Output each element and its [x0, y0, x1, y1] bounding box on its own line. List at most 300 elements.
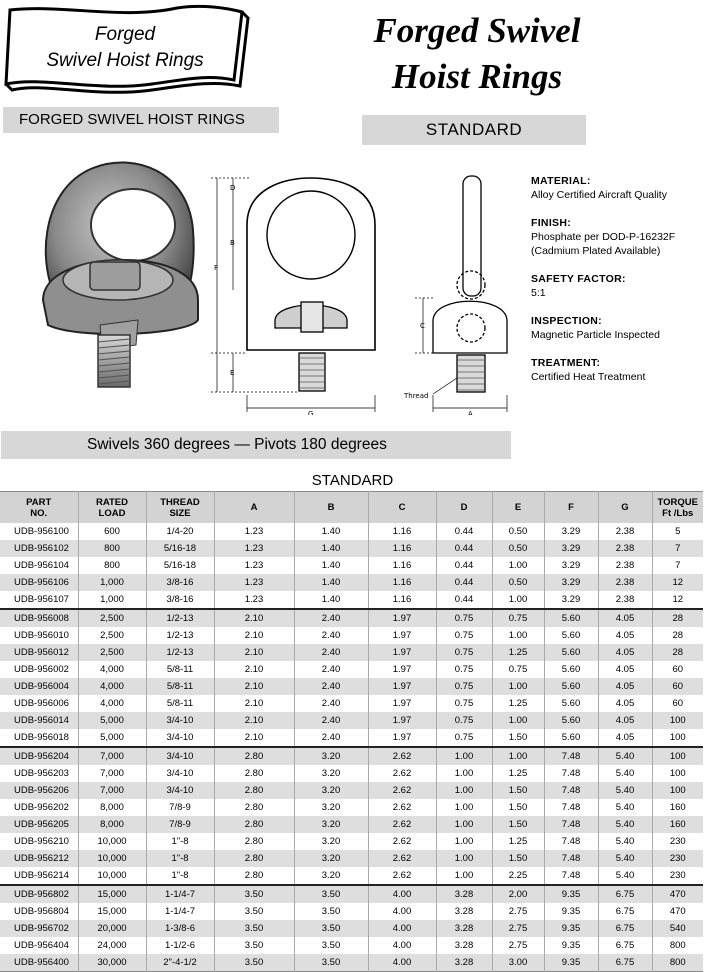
- table-cell: 2.75: [492, 920, 544, 937]
- table-cell: 8,000: [78, 799, 146, 816]
- table-row: [0, 678, 703, 695]
- table-cell: 6.75: [598, 954, 652, 972]
- table-cell: 3.29: [544, 591, 598, 609]
- table-cell: 100: [652, 712, 703, 729]
- table-cell: 3.29: [544, 540, 598, 557]
- table-cell: 0.44: [436, 557, 492, 574]
- table-cell: 1.97: [368, 678, 436, 695]
- table-cell: 1.00: [436, 833, 492, 850]
- dim-label-thread: Thread: [404, 392, 429, 400]
- table-row: [0, 557, 703, 574]
- part-number-cell: UDB-956804: [14, 906, 69, 917]
- table-cell: 4.05: [598, 729, 652, 747]
- table-cell: 5.40: [598, 867, 652, 885]
- column-header-line: C: [398, 502, 406, 513]
- table-cell: 4.00: [368, 954, 436, 972]
- table-cell: 5.40: [598, 747, 652, 765]
- table-cell: 3.29: [544, 557, 598, 574]
- table-row: [0, 523, 703, 540]
- table-cell: 3/4-10: [146, 782, 214, 799]
- part-number-cell: UDB-956008: [0, 609, 78, 627]
- table-row: [0, 644, 703, 661]
- table-cell: 1.00: [492, 557, 544, 574]
- part-number-cell: UDB-956214: [14, 870, 69, 881]
- part-number-cell: UDB-956006: [14, 698, 69, 709]
- table-cell: 5.60: [544, 627, 598, 644]
- table-cell: 800: [652, 954, 703, 972]
- table-cell: 2.62: [368, 799, 436, 816]
- table-cell: 2.40: [294, 729, 368, 747]
- table-cell: 4.00: [368, 920, 436, 937]
- column-header: [544, 492, 598, 524]
- table-cell: 3.50: [214, 885, 294, 903]
- spec-label: FINISH:: [531, 217, 572, 229]
- table-row: [0, 729, 703, 747]
- table-cell: 7.48: [544, 799, 598, 816]
- table-row: [0, 937, 703, 954]
- part-number-cell: UDB-956203: [14, 768, 69, 779]
- table-cell: 4.05: [598, 678, 652, 695]
- table-cell: 1.16: [368, 591, 436, 609]
- table-cell: 10,000: [78, 833, 146, 850]
- table-cell: 4.05: [598, 661, 652, 678]
- column-header-line: RATED: [95, 496, 129, 508]
- table-cell: 7.48: [544, 782, 598, 799]
- table-cell: 3.20: [294, 799, 368, 816]
- table-cell: 2.62: [368, 816, 436, 833]
- table-cell: 3/8-16: [146, 574, 214, 591]
- table-cell: 160: [652, 799, 703, 816]
- dim-label-g: G: [308, 410, 314, 415]
- table-cell: 1"-8: [146, 850, 214, 867]
- spec-value: Magnetic Particle Inspected: [531, 329, 660, 341]
- table-cell: 6.75: [598, 920, 652, 937]
- table-cell: 0.75: [436, 609, 492, 627]
- table-row: [0, 591, 703, 609]
- table-cell: 2.80: [214, 816, 294, 833]
- column-header-line: NO.: [30, 507, 48, 519]
- table-cell: 160: [652, 816, 703, 833]
- table-cell: 1.40: [294, 523, 368, 540]
- table-cell: 0.75: [436, 678, 492, 695]
- table-cell: 1.50: [492, 729, 544, 747]
- table-cell: 1.00: [436, 765, 492, 782]
- table-cell: 3.50: [294, 937, 368, 954]
- table-cell: 0.50: [492, 523, 544, 540]
- part-number-cell: UDB-956107: [14, 594, 69, 605]
- table-cell: 4.00: [368, 937, 436, 954]
- table-cell: 2.10: [214, 661, 294, 678]
- table-cell: 3.00: [492, 954, 544, 972]
- table-cell: 0.75: [436, 729, 492, 747]
- table-cell: 2.62: [368, 850, 436, 867]
- column-header: [368, 492, 436, 524]
- table-cell: 7.48: [544, 833, 598, 850]
- table-cell: 2.40: [294, 661, 368, 678]
- table-cell: 2.62: [368, 747, 436, 765]
- table-header-row: [0, 492, 703, 524]
- table-cell: 4.00: [368, 903, 436, 920]
- table-row: [0, 867, 703, 885]
- column-header: [146, 492, 214, 524]
- table-cell: 2,500: [78, 644, 146, 661]
- table-row: [0, 885, 703, 903]
- table-cell: 3/4-10: [146, 765, 214, 782]
- spec-value: (Cadmium Plated Available): [531, 245, 661, 257]
- table-cell: 0.75: [436, 644, 492, 661]
- table-cell: 1.00: [492, 678, 544, 695]
- table-cell: 5.40: [598, 816, 652, 833]
- table-cell: 3/4-10: [146, 729, 214, 747]
- part-number-cell: UDB-956012: [0, 644, 78, 661]
- part-number-cell: UDB-956202: [14, 802, 69, 813]
- table-cell: 7,000: [78, 747, 146, 765]
- table-cell: 28: [652, 627, 703, 644]
- part-number-cell: UDB-956204: [0, 747, 78, 765]
- table-cell: 1.50: [492, 816, 544, 833]
- table-cell: 1.00: [492, 712, 544, 729]
- table-cell: 2.80: [214, 799, 294, 816]
- table-cell: 3/4-10: [146, 712, 214, 729]
- table-cell: 15,000: [78, 885, 146, 903]
- table-cell: 10,000: [78, 850, 146, 867]
- table-cell: 3.28: [436, 920, 492, 937]
- table-body: [0, 523, 703, 972]
- table-cell: 5,000: [78, 712, 146, 729]
- table-cell: 3.20: [294, 782, 368, 799]
- table-cell: 5.60: [544, 609, 598, 627]
- column-header-line: SIZE: [169, 507, 191, 519]
- part-number-cell: UDB-956210: [14, 836, 69, 847]
- table-row: [0, 850, 703, 867]
- table-row: [0, 661, 703, 678]
- table-cell: 800: [78, 557, 146, 574]
- table-cell: 1.00: [436, 799, 492, 816]
- table-cell: 3.20: [294, 833, 368, 850]
- table-cell: 2,500: [78, 609, 146, 627]
- table-cell: 2.62: [368, 833, 436, 850]
- table-cell: 12: [652, 591, 703, 609]
- table-cell: 230: [652, 850, 703, 867]
- page-title: [312, 8, 642, 100]
- table-cell: 7/8-9: [146, 799, 214, 816]
- table-cell: 1.97: [368, 661, 436, 678]
- table-cell: 1.00: [492, 627, 544, 644]
- table-cell: 100: [652, 765, 703, 782]
- column-header-line: F: [568, 502, 574, 513]
- table-cell: 2.38: [598, 557, 652, 574]
- table-cell: 0.75: [436, 661, 492, 678]
- table-cell: 2.40: [294, 627, 368, 644]
- table-cell: 7.48: [544, 765, 598, 782]
- banner-text: [14, 22, 236, 74]
- spec-item: [531, 174, 705, 202]
- spec-value: Certified Heat Treatment: [531, 371, 646, 383]
- column-header: [492, 492, 544, 524]
- table-cell: 4.05: [598, 695, 652, 712]
- part-number-cell: UDB-956802: [0, 885, 78, 903]
- table-cell: 470: [652, 885, 703, 903]
- column-header-line: Ft /Lbs: [662, 507, 694, 519]
- table-cell: 3.20: [294, 867, 368, 885]
- table-cell: 2.10: [214, 678, 294, 695]
- table-cell: 3.28: [436, 885, 492, 903]
- table-cell: 6.75: [598, 885, 652, 903]
- table-row: [0, 747, 703, 765]
- part-number-cell: UDB-956702: [0, 920, 78, 937]
- table-cell: 3.50: [214, 954, 294, 972]
- table-cell: 2.80: [214, 833, 294, 850]
- table-cell: 1.00: [436, 782, 492, 799]
- table-row: [0, 574, 703, 591]
- column-header-line: PART: [26, 496, 52, 508]
- table-cell: 3.20: [294, 816, 368, 833]
- table-cell: 1.40: [294, 557, 368, 574]
- spec-label: SAFETY FACTOR:: [531, 273, 626, 285]
- column-header: [214, 492, 294, 524]
- table-cell: 60: [652, 661, 703, 678]
- table-cell: 1,000: [78, 591, 146, 609]
- table-cell: 7.48: [544, 867, 598, 885]
- table-cell: 5/8-11: [146, 661, 214, 678]
- specifications-table: [0, 491, 703, 972]
- table-cell: 5.60: [544, 712, 598, 729]
- table-cell: 5.60: [544, 678, 598, 695]
- spec-label: TREATMENT:: [531, 357, 601, 369]
- table-cell: 60: [652, 695, 703, 712]
- dim-label-b: B: [230, 239, 235, 247]
- table-cell: 1,000: [78, 574, 146, 591]
- table-cell: 1.00: [436, 850, 492, 867]
- table-cell: 800: [652, 937, 703, 954]
- table-cell: 2,500: [78, 627, 146, 644]
- table-row: [0, 903, 703, 920]
- table-cell: 7: [652, 540, 703, 557]
- table-cell: 5.60: [544, 644, 598, 661]
- table-cell: 5.40: [598, 850, 652, 867]
- spec-item: [531, 314, 705, 342]
- table-cell: 2"-4-1/2: [146, 954, 214, 972]
- table-cell: 1"-8: [146, 833, 214, 850]
- table-cell: 7: [652, 557, 703, 574]
- table-cell: 1.00: [436, 747, 492, 765]
- table-cell: 1.16: [368, 574, 436, 591]
- table-cell: 3.50: [214, 903, 294, 920]
- table-cell: 2.62: [368, 765, 436, 782]
- dim-label-e: E: [230, 369, 235, 377]
- table-cell: 4.00: [368, 885, 436, 903]
- table-cell: 2.62: [368, 867, 436, 885]
- table-cell: 2.80: [214, 747, 294, 765]
- spec-label: INSPECTION:: [531, 315, 602, 327]
- table-cell: 1.97: [368, 695, 436, 712]
- table-cell: 4,000: [78, 678, 146, 695]
- table-cell: 1.16: [368, 540, 436, 557]
- table-cell: 3.50: [214, 937, 294, 954]
- spec-value: Alloy Certified Aircraft Quality: [531, 189, 667, 201]
- table-cell: 4,000: [78, 661, 146, 678]
- table-row: [0, 833, 703, 850]
- table-cell: 0.75: [436, 712, 492, 729]
- table-cell: 3.20: [294, 850, 368, 867]
- table-cell: 2.40: [294, 695, 368, 712]
- table-cell: 2.75: [492, 937, 544, 954]
- table-cell: 100: [652, 782, 703, 799]
- table-cell: 1.23: [214, 557, 294, 574]
- table-cell: 9.35: [544, 937, 598, 954]
- table-cell: 30,000: [78, 954, 146, 972]
- table-cell: 1.25: [492, 833, 544, 850]
- table-cell: 0.75: [492, 661, 544, 678]
- table-cell: 7,000: [78, 782, 146, 799]
- column-header-line: D: [460, 502, 468, 513]
- table-cell: 0.44: [436, 574, 492, 591]
- table-cell: 5/16-18: [146, 557, 214, 574]
- table-cell: 2.10: [214, 627, 294, 644]
- table-cell: 2.10: [214, 729, 294, 747]
- table-row: [0, 782, 703, 799]
- table-cell: 9.35: [544, 903, 598, 920]
- dim-label-d: D: [230, 184, 236, 192]
- banner-line-2: Swivel Hoist Rings: [46, 50, 204, 71]
- table-cell: 100: [652, 747, 703, 765]
- table-cell: 7/8-9: [146, 816, 214, 833]
- part-number-cell: UDB-956004: [0, 678, 78, 695]
- table-cell: 100: [652, 729, 703, 747]
- table-cell: 9.35: [544, 954, 598, 972]
- column-header-line: LOAD: [98, 507, 126, 519]
- table-cell: 3.29: [544, 574, 598, 591]
- table-cell: 1/2-13: [146, 627, 214, 644]
- hoist-ring-photo: [18, 150, 218, 390]
- table-row: [0, 540, 703, 557]
- part-number-cell: UDB-956106: [0, 574, 78, 591]
- column-header-line: B: [327, 502, 335, 513]
- table-cell: 5/8-11: [146, 678, 214, 695]
- column-header: [436, 492, 492, 524]
- column-header: [78, 492, 146, 524]
- table-cell: 1.40: [294, 591, 368, 609]
- table-cell: 0.44: [436, 523, 492, 540]
- table-cell: 1.16: [368, 557, 436, 574]
- table-cell: 1.97: [368, 627, 436, 644]
- table-cell: 28: [652, 644, 703, 661]
- table-cell: 2.10: [214, 712, 294, 729]
- table-cell: 4.05: [598, 712, 652, 729]
- table-cell: 2.75: [492, 903, 544, 920]
- table-cell: 15,000: [78, 903, 146, 920]
- column-header-line: TORQUE: [657, 496, 698, 508]
- table-cell: 24,000: [78, 937, 146, 954]
- part-number-cell: UDB-956002: [14, 664, 69, 675]
- table-cell: 230: [652, 867, 703, 885]
- dim-label-f: F: [214, 264, 219, 272]
- table-cell: 1/2-13: [146, 644, 214, 661]
- table-cell: 4.05: [598, 644, 652, 661]
- table-cell: 2.80: [214, 850, 294, 867]
- table-cell: 3.50: [294, 903, 368, 920]
- table-cell: 1.97: [368, 729, 436, 747]
- table-cell: 1.00: [436, 867, 492, 885]
- part-number-cell: UDB-956400: [0, 954, 78, 972]
- table-cell: 2.25: [492, 867, 544, 885]
- table-cell: 3.50: [294, 920, 368, 937]
- table-cell: 5/8-11: [146, 695, 214, 712]
- table-row: [0, 609, 703, 627]
- table-cell: 2.40: [294, 712, 368, 729]
- column-header-line: E: [514, 502, 522, 513]
- page-title-line-1: Forged Swivel: [373, 11, 581, 50]
- table-cell: 1-3/8-6: [146, 920, 214, 937]
- spec-item: [531, 356, 705, 384]
- table-cell: 3.50: [214, 920, 294, 937]
- table-cell: 1/4-20: [146, 523, 214, 540]
- banner-line-1: Forged: [94, 24, 156, 45]
- table-cell: 1.23: [214, 540, 294, 557]
- part-number-cell: UDB-956404: [14, 940, 69, 951]
- part-number-cell: UDB-956102: [0, 540, 78, 557]
- spec-item: [531, 272, 705, 300]
- part-number-cell: UDB-956100: [14, 526, 69, 537]
- table-cell: 470: [652, 903, 703, 920]
- table-cell: 0.44: [436, 540, 492, 557]
- table-cell: 1.97: [368, 712, 436, 729]
- table-cell: 5.40: [598, 799, 652, 816]
- table-row: [0, 799, 703, 816]
- spec-label: MATERIAL:: [531, 175, 591, 187]
- part-number-cell: UDB-956104: [14, 560, 69, 571]
- table-cell: 2.80: [214, 782, 294, 799]
- table-cell: 3/4-10: [146, 747, 214, 765]
- table-cell: 2.10: [214, 609, 294, 627]
- table-caption: STANDARD: [311, 472, 394, 489]
- table-cell: 3.50: [294, 954, 368, 972]
- table-cell: 1-1/4-7: [146, 903, 214, 920]
- table-cell: 1.00: [492, 747, 544, 765]
- table-cell: 2.10: [214, 695, 294, 712]
- table-cell: 1.23: [214, 591, 294, 609]
- table-cell: 1.25: [492, 695, 544, 712]
- table-cell: 5: [652, 523, 703, 540]
- table-cell: 1.97: [368, 609, 436, 627]
- section-bar-standard-label: STANDARD: [425, 120, 523, 139]
- table-row: [0, 712, 703, 729]
- part-number-cell: UDB-956014: [0, 712, 78, 729]
- table-row: [0, 695, 703, 712]
- column-header: [652, 492, 703, 524]
- table-cell: 2.62: [368, 782, 436, 799]
- table-cell: 6.75: [598, 903, 652, 920]
- table-cell: 4.05: [598, 609, 652, 627]
- part-number-cell: UDB-956018: [14, 732, 69, 743]
- table-cell: 3.20: [294, 747, 368, 765]
- table-cell: 2.80: [214, 765, 294, 782]
- page-title-line-2: Hoist Rings: [391, 57, 563, 96]
- table-cell: 28: [652, 609, 703, 627]
- table-cell: 5.40: [598, 782, 652, 799]
- part-number-cell: UDB-956212: [0, 850, 78, 867]
- table-cell: 1.40: [294, 540, 368, 557]
- table-cell: 1.97: [368, 644, 436, 661]
- table-cell: 1.23: [214, 574, 294, 591]
- table-cell: 4,000: [78, 695, 146, 712]
- table-cell: 1.00: [436, 816, 492, 833]
- dim-label-a: A: [468, 410, 473, 415]
- table-cell: 2.38: [598, 523, 652, 540]
- table-cell: 2.10: [214, 644, 294, 661]
- table-cell: 3.29: [544, 523, 598, 540]
- table-cell: 0.50: [492, 540, 544, 557]
